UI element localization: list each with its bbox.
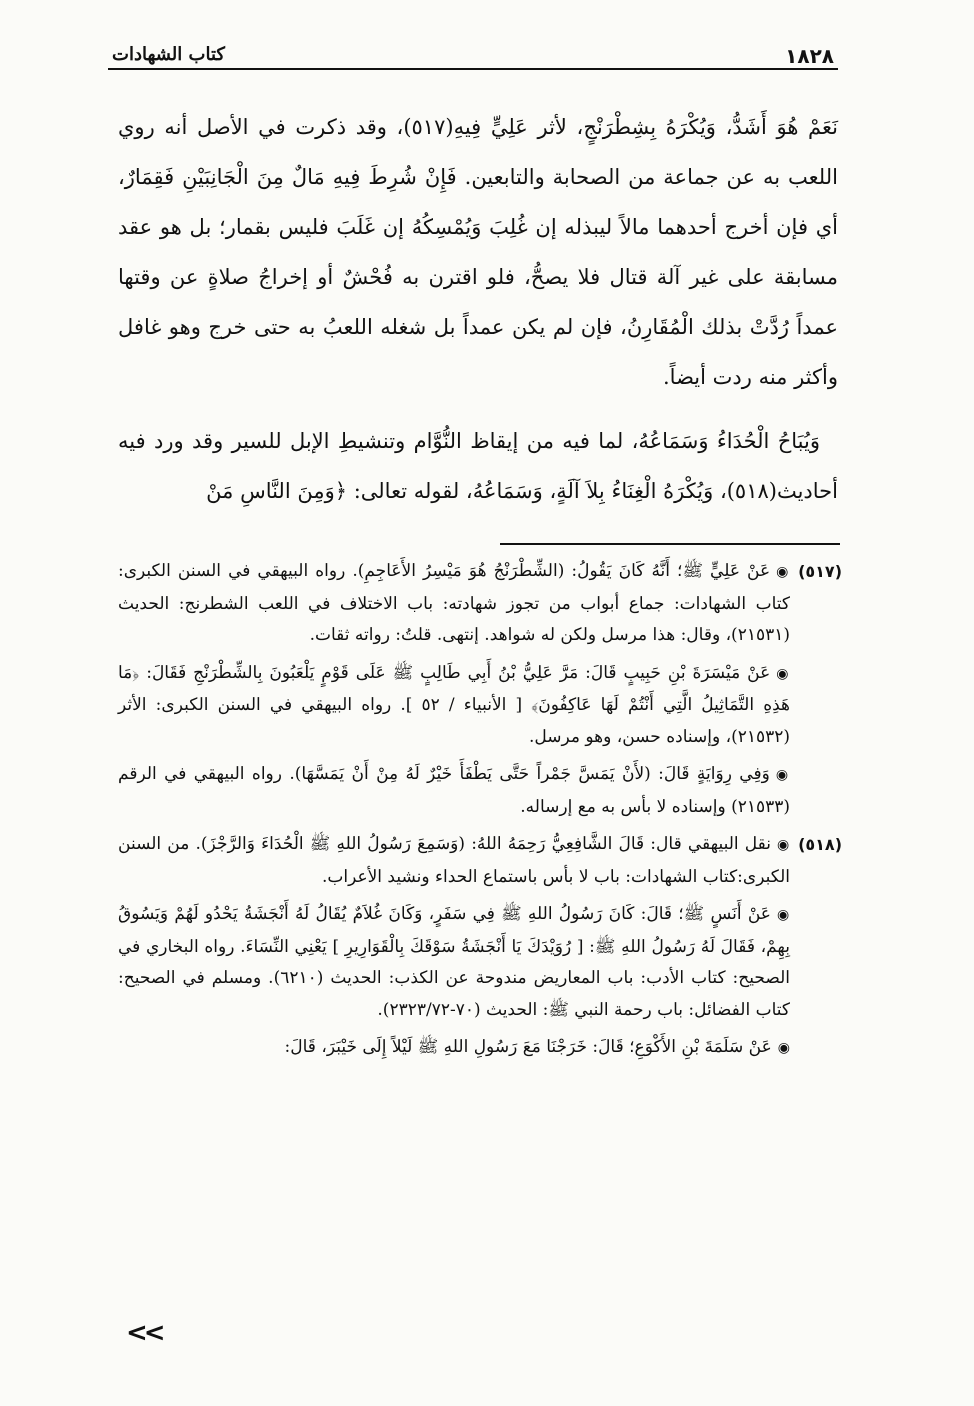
footnote-518-body (118, 829, 790, 893)
footnote-518-sub-2 (118, 1032, 842, 1065)
footnote-517-body (118, 556, 790, 652)
header-rule (108, 68, 838, 70)
continuation-mark: << (126, 1318, 162, 1348)
running-title: كتاب الشهادات (112, 44, 225, 65)
footnote-518-sub-1-text: عَنْ أَنَسٍ ﷺ؛ قَالَ: كَانَ رَسُولُ اللهِ ﷺ فِي سَفَرٍ، وَكَانَ غُلاَمٌ يُقَالُ لَهُ أَنْجَشَةُ يَحْدُو لَهُمْ وَيَسُوقُ بِهِمْ، فَقَالَ لَهُ رَسُولُ اللهِ ﷺ: [ رُوَيْدَكَ يَا أَنْجَشَةُ سَوْقَكَ بِالْقَوَارِيرِ ] يَعْنِي النِّسَاءَ. رواه البخاري في الصحيح: كتاب الأدب: باب المعاريض مندوحة عن الكذب: الحديث (٦٢١٠). ومسلم في الصحيح: كتاب الفضائل: باب رحمة النبي ﷺ: الحديث (٧٠-٢٣٢٣/٧٢). (118, 904, 791, 1020)
bullet-icon: ◉ (776, 564, 790, 580)
footnote-518-text: نقل البيهقي قال: قَالَ الشَّافِعِيُّ رَحِمَهُ اللهُ: (وَسَمِعَ رَسُولُ اللهِ ﷺ الْحُدَاءَ وَالرَّجْزَ). من السنن الكبرى:كتاب الشهادات: باب لا بأس باستماع الحداء ونشيد الأعراب. (118, 834, 790, 887)
footnote-518-sub-2-text: عَنْ سَلَمَةَ بْنِ الأَكْوَعِ؛ قَالَ: خَرَجْنَا مَعَ رَسُولِ اللهِ ﷺ لَيْلاً إِلَى خَيْبَرَ، قَالَ: (284, 1037, 772, 1057)
footnote-517-number: (٥١٧) (798, 562, 842, 581)
footnote-517 (118, 556, 842, 652)
page-number: ١٨٢٨ (785, 44, 834, 68)
main-paragraph-1: نَعَمْ هُوَ أَشَدُّ، وَيُكْرَهُ بِشِطْرَنْجٍ، لأثر عَلِيٍّ فِيهِ(٥١٧)، وقد ذكرت في الأصل أنه روي اللعب به عن جماعة من الصحابة والتابعين. فَإِنْ شُرِطَ فِيهِ مَالٌ مِنَ الْجَانِبَيْنِ فَقِمَارٌ، أي فإن أخرج أحدهما مالاً ليبذله إن غُلِبَ وَيُمْسِكُهُ إن غَلَبَ فليس بقمار؛ بل هو عقد مسابقة على غير آلة قتال فلا يصحُّ، فلو اقترن به فُحْشٌ أو إخراجُ صلاةٍ عن وقتها عمداً رُدَّتْ بذلك الْمُقَارِنُ، فإن لم يكن عمداً بل شغله اللعبُ به حتى خرج وهو غافل وأكثر منه ردت أيضاً. (118, 115, 839, 389)
main-text (118, 102, 838, 516)
bullet-icon: ◉ (777, 837, 790, 853)
footnote-517-sub-2 (118, 759, 842, 823)
footnote-517-text: عَنْ عَلِيٍّ ﷺ؛ أَنَّهُ كَانَ يَقُولُ: (الشِّطْرَنْجُ هُوَ مَيْسِرُ الأَعَاجِمِ). رواه البيهقي في السنن الكبرى: كتاب الشهادات: جماع أبواب من تجوز شهادته: باب الاختلاف في اللعب الشطرنج: الحديث (٢١٥٣١)، وقال: هذا مرسل ولكن له شواهد. إنتهى. قلتُ: رواته ثقات. (118, 561, 790, 645)
main-paragraph-2: وَيُبَاحُ الْحُدَاءُ وَسَمَاعُهُ، لما فيه من إيقاظ النُّوَّام وتنشيطِ الإبل للسير وقد ورد فيه أحاديث(٥١٨)، وَيُكْرَهُ الْغِنَاءُ بِلاَ آلَةٍ، وَسَمَاعُهُ، لقوله تعالى: ﴿وَمِنَ النَّاسِ مَنْ (118, 429, 838, 503)
footnote-518 (118, 829, 842, 893)
footnote-518-sub-1 (118, 899, 842, 1026)
bullet-icon: ◉ (776, 665, 790, 682)
footnote-517-sub-1 (118, 658, 842, 754)
bullet-icon: ◉ (776, 907, 790, 923)
footnote-517-sub-2-text: وَفِي رِوَايَةٍ قَالَ: (لأَنْ يَمَسَّ جَمْراً حَتَّى يَطْفَأَ خَيْرٌ لَهُ مِنْ أَنْ يَمَسَّهَا). رواه البيهقي في الرقم (٢١٥٣٣) وإسناده لا بأس به مع إرساله. (118, 764, 790, 817)
footnote-517-sub-1-text: عَنْ مَيْسَرَةَ بْنِ حَبِيبٍ قَالَ: مَرَّ عَلِيُّ بْنُ أَبِي طَالِبٍ ﷺ عَلَى قَوْمٍ يَلْعَبُونَ بِالشِّطْرَنْجِ فَقَالَ: ﴿مَا هَذِهِ التَّمَاثِيلُ الَّتِي أَنْتُمْ لَهَا عَاكِفُونَ﴾ [ الأنبياء / ٥٢ ]. رواه البيهقي في السنن الكبرى: الأثر (٢١٥٣٢)، وإسناده حسن، وهو مرسل. (118, 662, 790, 747)
footnotes (118, 556, 842, 1065)
bullet-icon: ◉ (777, 1040, 790, 1056)
page-header (108, 46, 838, 70)
footnote-518-number: (٥١٨) (798, 835, 842, 854)
bullet-icon: ◉ (775, 767, 790, 783)
footnote-divider (500, 543, 840, 545)
